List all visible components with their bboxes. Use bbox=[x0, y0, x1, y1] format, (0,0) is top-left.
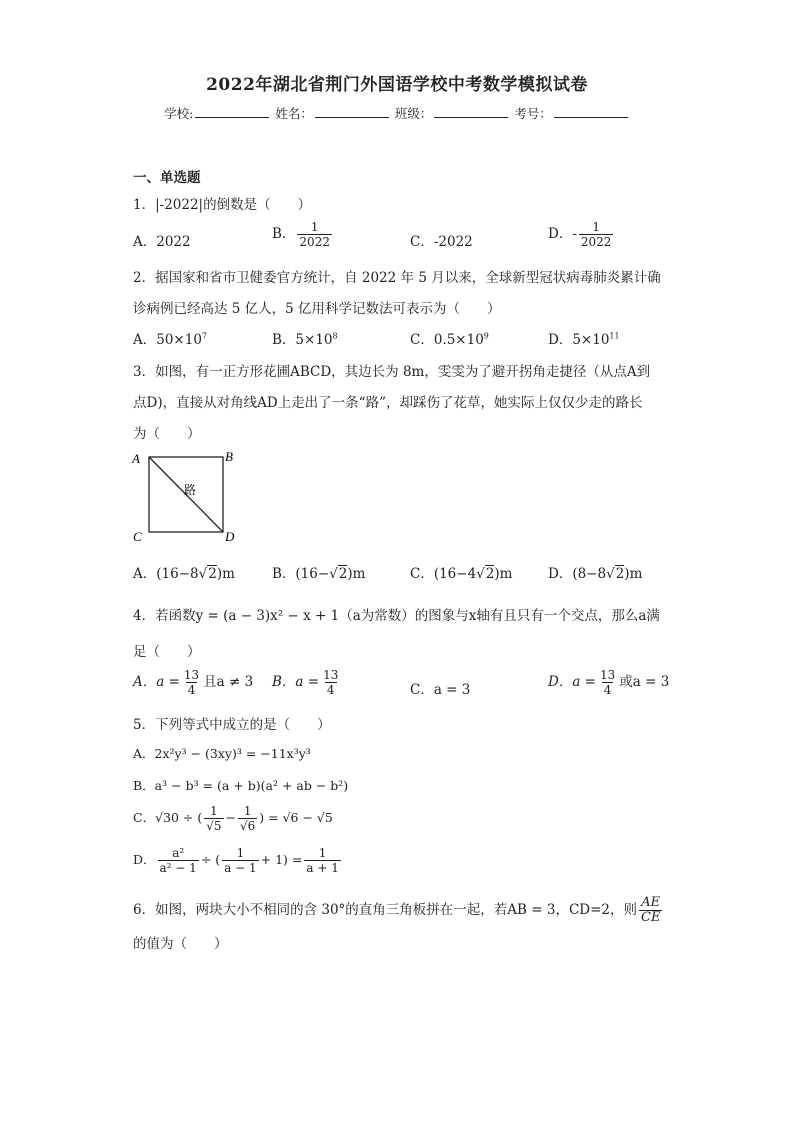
q1-option-b: B． $\frac{1}{2022}$ bbox=[272, 220, 330, 249]
q2-stem-line1: 2．据国家和省市卫健委官方统计，自 2022 年 5 月以来，全球新型冠状病毒肺炎累计确 bbox=[133, 270, 661, 286]
q2-stem-line2: 诊病例已经高达 5 亿人，5 亿用科学记数法可表示为（ ） bbox=[133, 301, 501, 317]
q5-option-a: A．2x²y³ − (3xy)³ = −11x³y³ bbox=[133, 746, 311, 761]
q5-option-d: D． $\frac{\text{a²}}{\text{a² − 1}}$ ÷ ( $\frac{1}{a - 1}$ + 1) = $\frac{1}{a + 1}$ bbox=[133, 846, 339, 875]
q3-option-a: A．(16−8√2)m bbox=[133, 566, 235, 582]
q3-square-figure bbox=[130, 448, 242, 546]
label-c: C bbox=[133, 529, 142, 544]
label-b: B bbox=[225, 449, 233, 464]
q3-stem-line1: 3．如图，有一正方形花圃ABCD，其边长为 8m，雯雯为了避开拐角走捷径（从点A到 bbox=[133, 364, 651, 380]
section-heading: 一、单选题 bbox=[133, 170, 201, 186]
q2-option-c: C．$0.5\times 10^9$ bbox=[410, 331, 489, 348]
q6-stem-line1: 6．如图，两块大小不相同的含 30°的直角三角板拼在一起，若AB = 3，CD=2，则 $\frac{AE}{CE}$ bbox=[133, 895, 661, 925]
class-blank[interactable] bbox=[434, 105, 508, 118]
q4-option-b: B．a = $\frac{13}{4}$ bbox=[272, 668, 339, 697]
q3-option-b: B．(16−√2)m bbox=[272, 566, 366, 582]
name-label: 姓名： bbox=[275, 106, 313, 121]
number-label: 考号： bbox=[514, 106, 552, 121]
number-blank[interactable] bbox=[554, 105, 628, 118]
school-label: 学校: bbox=[164, 106, 194, 121]
q4-option-d: D．a = $\frac{13}{4}$ 或a = 3 bbox=[548, 668, 670, 697]
page-title: 2022年湖北省荆门外国语学校中考数学模拟试卷 bbox=[206, 75, 588, 95]
school-blank[interactable] bbox=[195, 105, 269, 118]
q2-option-a: A．$50\times 10^7$ bbox=[133, 331, 208, 348]
student-info-line bbox=[0, 104, 794, 122]
q5-stem: 5．下列等式中成立的是（ ） bbox=[133, 717, 331, 733]
q5-option-b: B．a³ − b³ = (a + b)(a² + ab − b²) bbox=[133, 778, 349, 793]
q3-stem-line2: 点D)，直接从对角线AD上走出了一条“路”，却踩伤了花草，她实际上仅仅少走的路长 bbox=[133, 395, 643, 411]
q4-option-a: A．a = $\frac{13}{4}$ 且a ≠ 3 bbox=[133, 668, 254, 697]
q1-option-d: D．- $\frac{1}{2022}$ bbox=[548, 220, 612, 249]
label-d: D bbox=[225, 529, 235, 544]
q2-option-d: D．$5\times 10^{11}$ bbox=[548, 331, 620, 348]
class-label: 班级： bbox=[394, 106, 433, 121]
q5-option-c: C．√30 ÷ ( $\frac{1}{√5}$ − $\frac{1}{√6}$ ) = √6 − √5 bbox=[133, 804, 333, 833]
name-blank[interactable] bbox=[315, 105, 389, 118]
q4-stem-line2: 足（ ） bbox=[133, 644, 201, 660]
q3-option-d: D．(8−8√2)m bbox=[548, 566, 643, 582]
label-road: 路 bbox=[184, 483, 197, 497]
q2-option-b: B．$5\times 10^8$ bbox=[272, 331, 338, 348]
q4-option-c: C．a = 3 bbox=[410, 682, 471, 698]
q1-d-fraction: $\frac{1}{2022}$ bbox=[580, 220, 612, 249]
q6-stem-line2: 的值为（ ） bbox=[133, 936, 228, 952]
q3-option-c: C．(16−4√2)m bbox=[410, 566, 513, 582]
q1-stem: 1．|-2022|的倒数是（ ） bbox=[133, 197, 312, 213]
q1-b-fraction: $\frac{1}{2022}$ bbox=[299, 220, 330, 249]
q1-option-c: C．-2022 bbox=[410, 234, 473, 250]
q3-stem-line3: 为（ ） bbox=[133, 426, 201, 442]
label-a: A bbox=[132, 451, 140, 466]
q1-option-a: A．2022 bbox=[133, 234, 191, 250]
q4-stem-line1: 4．若函数y = (a − 3)x² − x + 1（a为常数）的图象与x轴有且只有一个交点，那么a满 bbox=[133, 608, 660, 624]
